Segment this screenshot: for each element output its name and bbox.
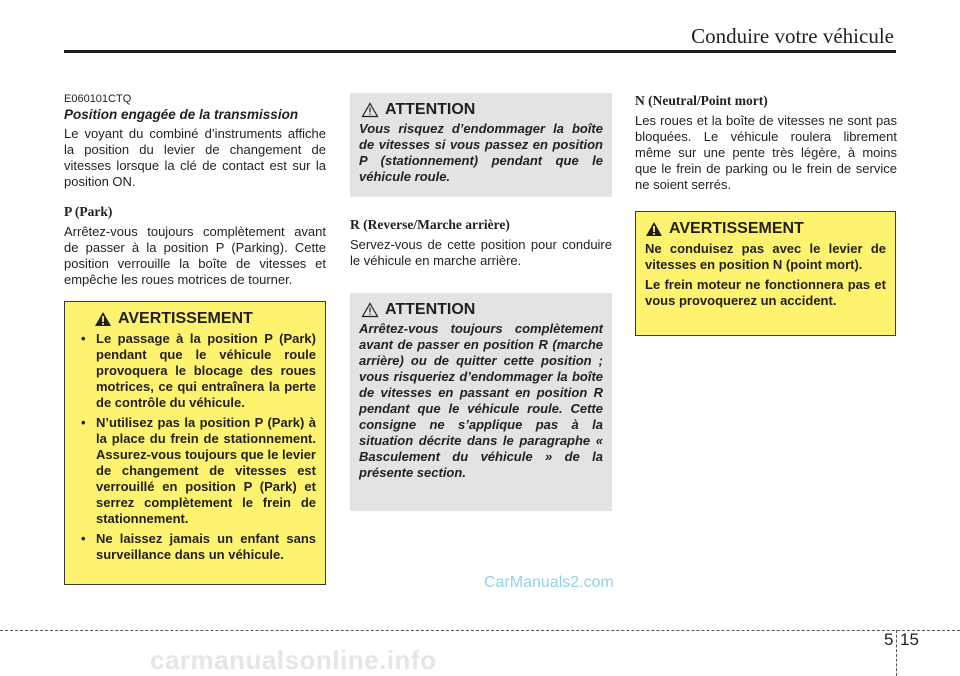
- warning-title-text: AVERTISSEMENT: [118, 310, 253, 327]
- warning-title: [94, 310, 316, 328]
- warning-item: • Ne laissez jamais un enfant sans surveillance dans un véhicule.: [74, 531, 316, 563]
- attention-title: [361, 301, 603, 319]
- warning-item: • Le passage à la position P (Park) pendant que le véhicule roule provoquera le blocage des roues motrices, ce qui entraînera la perte de contrôle du véhicule.: [74, 331, 316, 411]
- attention-text: Arrêtez-vous toujours complètement avant de passer en position R (marche arrière) ou de quitter cette position ; vous risqueriez d’endommager la boîte de vitesses en passant en position R pendant que le véhicule roule. Cette consigne ne s’applique pas à la situation décrite dans le paragraphe « Basculement du véhicule » de la présente section.: [359, 321, 603, 480]
- bottom-watermark: carmanualsonline.info: [150, 645, 437, 675]
- intro-paragraph: Le voyant du combiné d’instruments affiche la position du levier de changement de vitesses lorsque la clé de contact est sur la position ON.: [64, 126, 326, 189]
- attention-title: [361, 101, 603, 119]
- warning-title-text: AVERTISSEMENT: [669, 220, 804, 237]
- footer-divider: [0, 630, 960, 631]
- warning-paragraph: Ne conduisez pas avec le levier de vitesses en position N (point mort).: [645, 241, 886, 272]
- warning-title: [645, 220, 886, 238]
- page-number-divider: [896, 630, 897, 676]
- warning-box-park: [64, 301, 326, 585]
- column-3: [635, 93, 897, 336]
- column-2: [350, 93, 612, 511]
- warning-box-neutral: [635, 211, 896, 336]
- attention-text: Vous risquez d’endommager la boîte de vitesses si vous passez en position P (stationnement) pendant que le véhicule roule.: [359, 121, 603, 184]
- warning-triangle-icon: [94, 311, 112, 327]
- attention-box-park: [350, 93, 612, 197]
- neutral-paragraph: Les roues et la boîte de vitesses ne sont pas bloquées. Le véhicule roulera librement même sur une pente très légère, à moins que le frein de parking ou le frein de service ne soient serrés.: [635, 113, 897, 192]
- reverse-heading: R (Reverse/Marche arrière): [350, 217, 510, 232]
- caution-triangle-icon: [361, 102, 379, 118]
- section-number: 5: [884, 630, 894, 649]
- neutral-heading: N (Neutral/Point mort): [635, 93, 768, 108]
- header-divider: [64, 50, 896, 53]
- park-heading: P (Park): [64, 204, 113, 219]
- warning-item: • N’utilisez pas la position P (Park) à la place du frein de stationnement. Assurez-vous toujours que le levier de changement de vitesses est verrouillé en position P (Park) et serrez complètement le frein de stationnement.: [74, 415, 316, 527]
- site-watermark: CarManuals2.com: [484, 574, 614, 591]
- attention-box-reverse: [350, 293, 612, 511]
- warning-triangle-icon: [645, 221, 663, 237]
- park-paragraph: Arrêtez-vous toujours complètement avant de passer à la position P (Parking). Cette position verrouille la boîte de vitesses et empêche les roues motrices de tourner.: [64, 224, 326, 287]
- page-header-title: Conduire votre véhicule: [691, 24, 894, 48]
- warning-paragraph: Le frein moteur ne fonctionnera pas et vous provoquerez un accident.: [645, 277, 886, 308]
- column-1: [64, 93, 326, 585]
- reverse-paragraph: Servez-vous de cette position pour conduire le véhicule en marche arrière.: [350, 237, 612, 268]
- attention-title-text: ATTENTION: [385, 101, 476, 118]
- section-code: E060101CTQ: [64, 93, 132, 105]
- section-subheading: Position engagée de la transmission: [64, 107, 299, 122]
- page-number: 15: [900, 630, 919, 649]
- warning-list: [74, 331, 316, 563]
- attention-title-text: ATTENTION: [385, 301, 476, 318]
- caution-triangle-icon: [361, 302, 379, 318]
